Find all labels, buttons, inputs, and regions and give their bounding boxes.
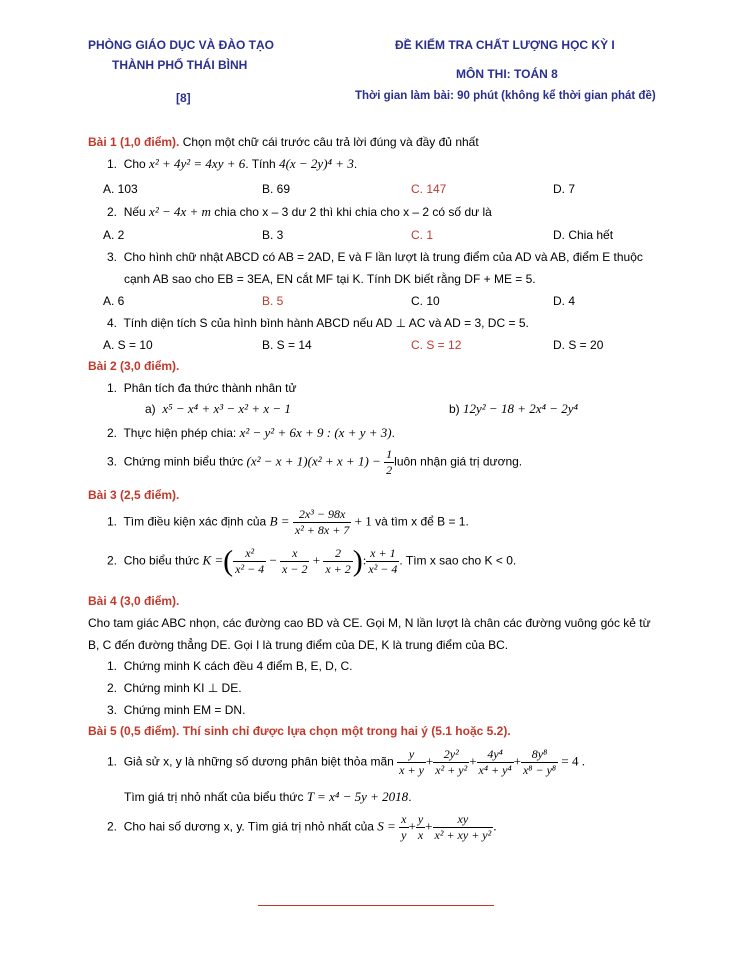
q-text: Chứng minh K cách đều 4 điểm B, E, D, C.	[123, 659, 353, 673]
q-math: (x² − x + 1)(x² + x + 1) −	[246, 453, 381, 469]
bai3-title: Bài 3 (2,5 điểm).	[88, 488, 180, 502]
bai1-q1-d: D. 7	[553, 182, 576, 196]
bai3-q1	[107, 507, 469, 538]
bai1-q2-c: C. 1	[411, 228, 434, 242]
q-math: + 1	[354, 513, 372, 529]
q-num: 2.	[107, 681, 118, 695]
exam-code: [8]	[176, 91, 191, 105]
bai2-q2	[107, 425, 395, 441]
bai1-q3-b: B. 5	[262, 294, 284, 308]
bai1-q2-d: D. Chia hết	[553, 228, 614, 242]
q-num: 1.	[107, 381, 118, 395]
q-math: K =	[202, 552, 224, 568]
bai1-q1-b: B. 69	[262, 182, 291, 196]
q-text: . Tính	[245, 157, 276, 171]
q-text: luôn nhận giá trị dương.	[394, 454, 523, 469]
q-num: 2.	[107, 426, 118, 440]
q-text: Tính diện tích S của hình bình hành ABCD nếu AD ⊥ AC và AD = 3, DC = 5.	[123, 316, 529, 330]
q-label: a)	[145, 402, 156, 416]
bai4-q3	[107, 703, 245, 717]
fraction: $\frac{y}{x}$	[417, 812, 424, 842]
fraction: $\frac{2}{x + 2}$	[325, 546, 351, 576]
q-text: Nếu	[123, 205, 146, 219]
bai1-q1-a: A. 103	[103, 182, 138, 196]
q-text: Tìm giá trị nhỏ nhất của biểu thức	[124, 790, 304, 804]
bai1-q3-line1	[107, 250, 643, 264]
q-text: chia cho x – 3 dư 2 thì khi chia cho x – 2 có số dư là	[214, 205, 492, 219]
q-text: Chứng minh KI ⊥ DE.	[123, 681, 242, 695]
bai1-q3-d: D. 4	[553, 294, 576, 308]
bai3-q2: 2. Cho biểu thức K =( $\frac{\text{x²}}{\text{x² − 4}}$ − $\frac{x}{x - 2}$ + $\frac{2}{x + 2}$ ): $\frac{x + 1}{\text{x² − 4}}$ . Tìm x sao cho K < 0.	[107, 544, 517, 578]
exam-time: Thời gian làm bài: 90 phút (không kể thời gian phát đề)	[355, 90, 656, 102]
q-label: b)	[449, 402, 460, 416]
bai2-q1-a	[145, 401, 291, 417]
q-text: Cho hình chữ nhật ABCD có AB = 2AD, E và F lần lượt là trung điểm của AD và AB, điểm E thuộc	[123, 250, 643, 264]
bai1-q4	[107, 316, 529, 330]
q-num: 2.	[107, 553, 118, 568]
q-math: S =	[377, 818, 396, 834]
q-num: 1.	[107, 659, 118, 673]
bai1-q3-a: A. 6	[103, 294, 125, 308]
fraction: $\frac{\text{2x³ − 98x}}{\text{x² + 8x + 7}}$	[294, 507, 350, 537]
bai1-q4-a: A. S = 10	[103, 338, 153, 352]
q-math: x² + 4y² = 4xy + 6	[149, 156, 246, 171]
q-text: Tìm điều kiện xác định của	[123, 514, 267, 529]
bai1-title: Bài 1 (1,0 điểm).	[88, 135, 180, 149]
bai1-q3-c: C. 10	[411, 294, 440, 308]
bai5-q1: 1. Giả sử x, y là những số dương phân biệt thỏa mãn $\frac{y}{x + y}$ + $\frac{\text{2y²}}{\text{x² + y²}}$ + $\frac{\text{4y⁴}}{\text{x⁴ + y⁴}}$ + $\frac{\text{8y⁸}}{\text{x⁸ − y⁸}}$ = 4 .	[107, 747, 586, 777]
q-num: 1.	[107, 514, 118, 529]
dept-name: PHÒNG GIÁO DỤC VÀ ĐÀO TẠO	[88, 38, 275, 52]
q-math: x² − y² + 6x + 9 : (x + y + 3)	[239, 425, 392, 440]
q-text: .	[493, 818, 497, 834]
bai1-q3-line2: cạnh AB sao cho EB = 3EA, EN cắt MF tại K. Tính DK biết rằng DF + ME = 5.	[124, 272, 536, 286]
q-text: .	[408, 790, 412, 804]
q-num: 1.	[107, 754, 118, 769]
fraction: $\frac{x}{y}$	[401, 812, 407, 842]
bai5-q2: 2. Cho hai số dương x, y. Tìm giá trị nhỏ nhất của S = $\frac{x}{y}$ + $\frac{y}{x}$ + $\frac{xy}{\text{x² + xy + y²}}$ .	[107, 812, 497, 842]
q-text: Chứng minh EM = DN.	[123, 703, 246, 717]
bai4-q2	[107, 681, 242, 695]
q-num: 2.	[107, 205, 118, 219]
bai5-title: Bài 5 (0,5 điểm). Thí sinh chỉ được lựa chọn một trong hai ý (5.1 hoặc 5.2).	[88, 724, 511, 738]
bai1-instruction: Chọn một chữ cái trước câu trả lời đúng và đầy đủ nhất	[182, 135, 479, 149]
fraction: $\frac{\text{2y²}}{\text{x² + y²}}$	[435, 747, 468, 777]
q-text: Cho hai số dương x, y. Tìm giá trị nhỏ nhất của	[123, 819, 374, 834]
bai2-q1-b	[449, 401, 578, 417]
q-text: Chứng minh biểu thức	[123, 454, 244, 469]
bai2-q1	[107, 381, 297, 395]
q-text: và tìm x để B = 1.	[375, 514, 469, 529]
city-name: THÀNH PHỐ THÁI BÌNH	[112, 58, 248, 72]
bai4-para1: Cho tam giác ABC nhọn, các đường cao BD và CE. Gọi M, N lần lượt là chân các đường vuông góc kẻ từ	[88, 616, 651, 630]
bai2-title: Bài 2 (3,0 điểm).	[88, 359, 180, 373]
footer-divider	[258, 905, 494, 906]
bai4-q1	[107, 659, 353, 673]
fraction: $\frac{\text{x²}}{\text{x² − 4}}$	[235, 546, 265, 576]
bai1-q1	[107, 156, 357, 172]
q-num: 4.	[107, 316, 118, 330]
fraction: $\frac{xy}{\text{x² + xy + y²}}$	[434, 812, 492, 842]
bai4-para2: B, C đến đường thẳng DE. Gọi I là trung điểm của DE, K là trung điểm của BC.	[88, 638, 509, 652]
bai1-heading	[88, 135, 479, 149]
exam-title: ĐỀ KIỂM TRA CHẤT LƯỢNG HỌC KỲ I	[395, 38, 615, 52]
bai1-q2-a: A. 2	[103, 228, 125, 242]
fraction: $\frac{x}{x - 2}$	[282, 546, 308, 576]
q-num: 2.	[107, 819, 118, 834]
bai2-q3	[107, 447, 522, 478]
fraction: $\frac{\text{4y⁴}}{\text{x⁴ + y⁴}}$	[478, 747, 512, 777]
q-text: . Tìm x sao cho K < 0.	[399, 553, 517, 568]
q-math: T = x⁴ − 5y + 2018	[306, 789, 409, 804]
exam-subject: MÔN THI: TOÁN 8	[456, 67, 558, 81]
fraction: $\frac{x + 1}{\text{x² − 4}}$	[368, 546, 398, 576]
q-text: Thực hiện phép chia:	[123, 426, 237, 440]
q-math: x² − 4x + m	[149, 204, 211, 219]
bai1-q4-b: B. S = 14	[262, 338, 312, 352]
bai1-q2	[107, 204, 492, 220]
q-math: B =	[269, 513, 290, 529]
bai1-q4-c: C. S = 12	[411, 338, 462, 352]
q-num: 3.	[107, 703, 118, 717]
bai1-q1-c: C. 147	[411, 182, 447, 196]
q-text: Cho	[123, 157, 146, 171]
q-math: = 4 .	[561, 753, 586, 769]
q-text: .	[353, 157, 358, 171]
bai4-title: Bài 4 (3,0 điểm).	[88, 594, 180, 608]
q-math: 12y² − 18 + 2x⁴ − 2y⁴	[463, 401, 579, 416]
q-num: 1.	[107, 157, 118, 171]
q-text: Phân tích đa thức thành nhân tử	[123, 381, 297, 395]
bai1-q2-b: B. 3	[262, 228, 284, 242]
q-math: 4(x − 2y)⁴ + 3	[279, 156, 354, 171]
q-text: .	[391, 426, 395, 440]
bai1-q4-d: D. S = 20	[553, 338, 604, 352]
fraction: $\frac{\text{8y⁸}}{\text{x⁸ − y⁸}}$	[522, 747, 557, 777]
fraction: $\frac{y}{x + y}$	[399, 747, 424, 777]
bai5-q1-line2	[124, 789, 412, 805]
q-num: 3.	[107, 454, 118, 469]
q-math: x⁵ − x⁴ + x³ − x² + x − 1	[162, 401, 291, 416]
fraction: $\frac{1}{2}$	[386, 447, 393, 477]
q-num: 3.	[107, 250, 118, 264]
q-text: Giả sử x, y là những số dương phân biệt thỏa mãn	[123, 754, 394, 769]
q-text: Cho biểu thức	[123, 553, 200, 568]
